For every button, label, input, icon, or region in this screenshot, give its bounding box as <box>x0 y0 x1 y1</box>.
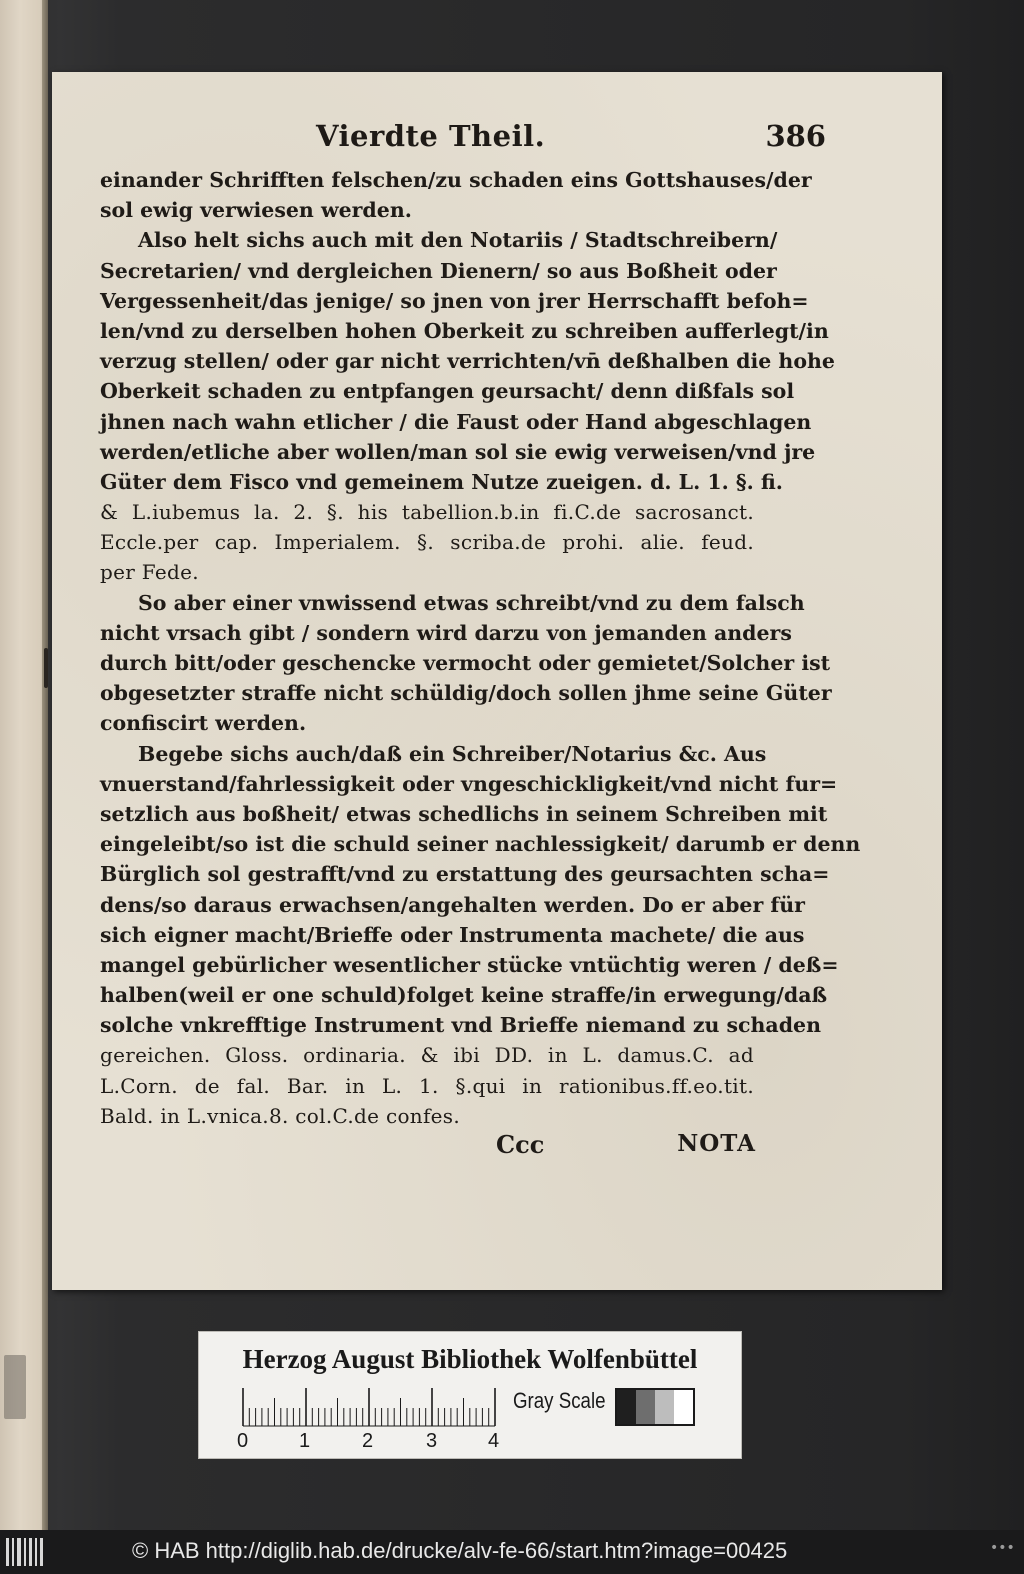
text-line: confiscirt werden. <box>100 711 307 736</box>
running-title: Vierdte Theil. <box>316 119 546 153</box>
text-line: len/vnd zu derselben hohen Oberkeit zu schreiben aufferlegt/in <box>100 318 829 343</box>
ruler-number: 0 <box>237 1430 249 1452</box>
text-line: durch bitt/oder geschencke vermocht oder gemietet/Solcher ist <box>100 651 831 675</box>
text-line: sol ewig verwiesen werden. <box>100 198 412 223</box>
text-line: verzug stellen/ oder gar nicht verrichten/vn̄ deßhalben die hohe <box>100 349 835 374</box>
page-header <box>316 119 826 159</box>
page-footer <box>100 1130 756 1164</box>
previous-page-edge <box>0 0 48 1530</box>
text-line: mangel gebürlicher wesentlicher stücke vntüchtig weren / deß= <box>100 952 839 977</box>
text-line: einander Schrifften felschen/zu schaden eins Gottshauses/der <box>100 168 812 192</box>
text-line: Oberkeit schaden zu entpfangen geursacht/ denn dißfals sol <box>100 379 795 404</box>
book-spine <box>42 0 48 1530</box>
text-line: jhnen nach wahn etlicher / die Faust oder Hand abgeschlagen <box>100 409 812 434</box>
text-line: Secretarien/ vnd dergleichen Dienern/ so aus Boßheit oder <box>100 258 777 283</box>
text-line: Güter dem Fisco vnd gemeinem Nutze zueigen. d. L. 1. §. fi. <box>100 469 783 494</box>
catchword: NOTA <box>677 1130 756 1157</box>
text-line: setzlich aus boßheit/ etwas schedlichs in seinem Schreiben mit <box>100 801 828 826</box>
color-calibration-card <box>198 1331 742 1459</box>
text-line: Begebe sichs auch/daß ein Schreiber/Notarius &c. Aus <box>138 741 767 766</box>
text-line: Bald. in L.vnica.8. col.C.de confes. <box>100 1103 461 1128</box>
text-line: nicht vrsach gibt / sondern wird darzu von jemanden anders <box>100 620 792 645</box>
text-line: Bürglich sol gestrafft/vnd zu erstattung des geursachten scha= <box>100 862 830 887</box>
ruler-ticks <box>241 1388 501 1428</box>
barcode-icon <box>4 1536 46 1568</box>
gray-scale-label: Gray Scale <box>513 1388 606 1413</box>
body-text <box>100 165 861 1131</box>
gray-swatch <box>636 1390 655 1424</box>
page-number: 386 <box>765 119 826 153</box>
library-name: Herzog August Bibliothek Wolfenbüttel <box>242 1344 698 1374</box>
text-line: So aber einer vnwissend etwas schreibt/vnd zu dem falsch <box>138 590 805 615</box>
ruler-number: 4 <box>488 1430 500 1452</box>
text-line: halben(weil er one schuld)folget keine straffe/in erwegung/daß <box>100 983 828 1008</box>
text-line: eingeleibt/so ist die schuld seiner nachlessigkeit/ darumb er denn <box>100 832 861 857</box>
gray-swatch <box>617 1390 636 1424</box>
signature-mark: Ccc <box>496 1130 545 1159</box>
ruler-number: 1 <box>299 1430 311 1452</box>
footer-bar <box>0 1530 1024 1574</box>
ruler-number: 2 <box>362 1430 374 1452</box>
text-line: sich eigner macht/Brieffe oder Instrumenta machete/ die aus <box>100 922 805 947</box>
more-icon: ••• <box>990 1540 1015 1556</box>
text-line: Also helt sichs auch mit den Notariis / Stadtschreibern/ <box>138 228 778 253</box>
gray-swatch <box>655 1390 674 1424</box>
text-line: dens/so daraus erwachsen/angehalten werden. Do er aber für <box>100 892 805 917</box>
text-line: solche vnkrefftige Instrument vnd Brieffe niemand zu schaden <box>100 1013 821 1038</box>
text-line: Vergessenheit/das jenige/ so jnen von jrer Herrschafft befoh= <box>100 288 809 313</box>
text-line: L.Corn. de fal. Bar. in L. 1. §.qui in rationibus.ff.eo.tit. <box>100 1073 754 1098</box>
text-line: werden/etliche aber wollen/man sol sie ewig verweisen/vnd jre <box>100 439 816 464</box>
gray-swatch <box>674 1390 693 1424</box>
scale-ruler <box>237 1388 501 1452</box>
text-line: & L.iubemus la. 2. §. his tabellion.b.in fi.C.de sacrosanct. <box>100 500 754 525</box>
ruler-number: 3 <box>426 1430 438 1452</box>
copyright-url: © HAB http://diglib.hab.de/drucke/alv-fe-66/start.htm?image=00425 <box>132 1538 788 1563</box>
margin-mark <box>44 648 48 688</box>
text-line: Eccle.per cap. Imperialem. §. scriba.de prohi. alie. feud. <box>100 530 754 555</box>
text-line: vnuerstand/fahrlessigkeit oder vngeschickligkeit/vnd nicht fur= <box>100 771 838 796</box>
text-line: per Fede. <box>100 560 199 585</box>
text-line: gereichen. Gloss. ordinaria. & ibi DD. in L. damus.C. ad <box>100 1043 754 1068</box>
gray-scale-swatches <box>615 1388 695 1426</box>
previous-page-mark <box>4 1355 26 1419</box>
text-line: obgesetzter straffe nicht schüldig/doch sollen jhme seine Güter <box>100 681 832 706</box>
